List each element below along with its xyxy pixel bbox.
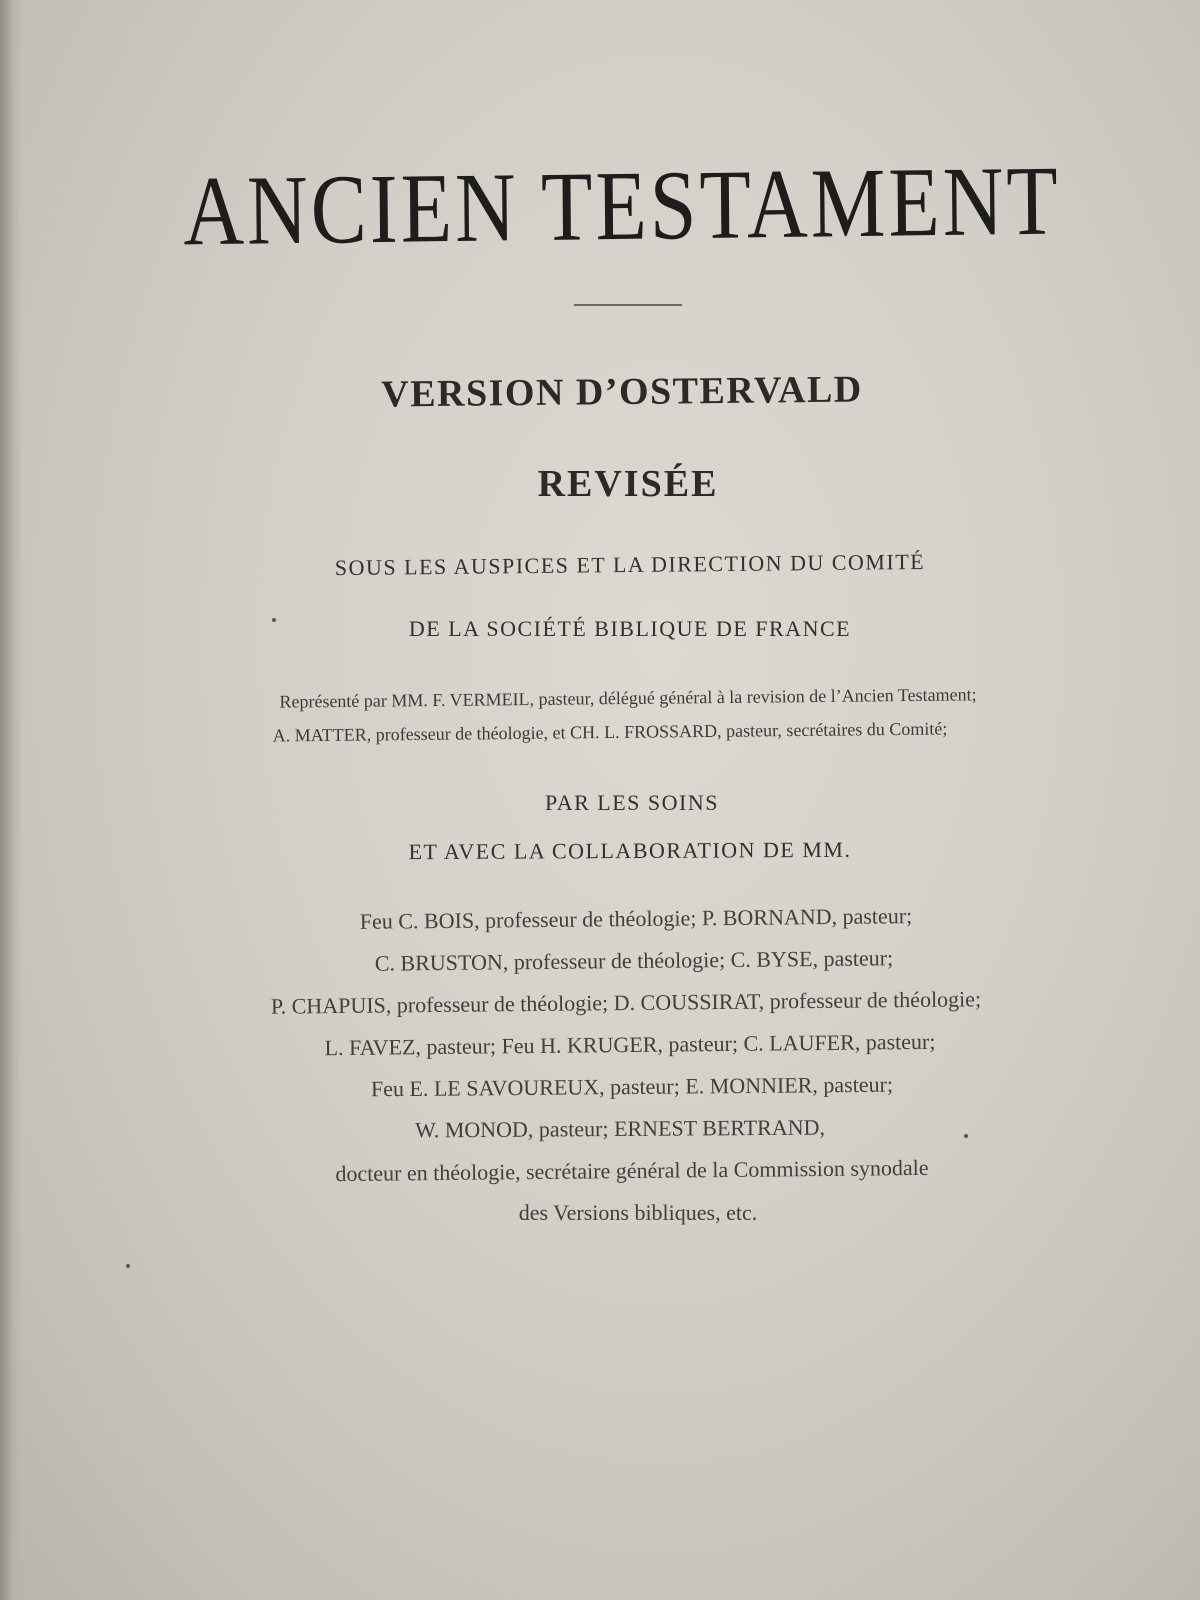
care-line-1: PAR LES SOINS — [545, 790, 719, 815]
collaborator-line: Feu E. LE SAVOUREUX, pasteur; E. MONNIER, pasteur; — [370, 1071, 894, 1102]
collaborator-line: C. BRUSTON, professeur de théologie; C. BYSE, pasteur; — [374, 945, 894, 976]
revised-heading: REVISÉE — [537, 463, 719, 505]
represented-line-1: Représenté par MM. F. VERMEIL, pasteur, délégué général à la revision de l’Ancien Testament; — [279, 684, 977, 712]
title-divider — [574, 304, 682, 306]
paper-speck — [126, 1264, 130, 1268]
care-line-2: ET AVEC LA COLLABORATION DE MM. — [408, 836, 852, 865]
auspices-line-1: SOUS LES AUSPICES ET LA DIRECTION DU COMITÉ — [334, 548, 926, 581]
collaborator-line: Feu C. BOIS, professeur de théologie; P. BORNAND, pasteur; — [359, 903, 913, 934]
collaborator-line: W. MONOD, pasteur; ERNEST BERTRAND, — [414, 1114, 826, 1143]
auspices-line-2: DE LA SOCIÉTÉ BIBLIQUE DE FRANCE — [408, 616, 852, 641]
book-gutter-shadow — [0, 0, 22, 1600]
page-title: ANCIEN TESTAMENT — [182, 146, 1062, 267]
paper-speck — [272, 618, 276, 622]
represented-line-2: A. MATTER, professeur de théologie, et CH. L. FROSSARD, pasteur, secrétaires du Comité; — [272, 718, 948, 746]
paper-speck — [964, 1134, 968, 1138]
collaborator-line: des Versions bibliques, etc. — [518, 1200, 758, 1225]
collaborator-line: P. CHAPUIS, professeur de théologie; D. COUSSIRAT, professeur de théologie; — [270, 986, 982, 1019]
collaborator-line: L. FAVEZ, pasteur; Feu H. KRUGER, pasteur; C. LAUFER, pasteur; — [324, 1028, 936, 1061]
version-heading: VERSION D’OSTERVALD — [381, 368, 863, 416]
collaborator-line: docteur en théologie, secrétaire général de la Commission synodale — [335, 1154, 929, 1187]
